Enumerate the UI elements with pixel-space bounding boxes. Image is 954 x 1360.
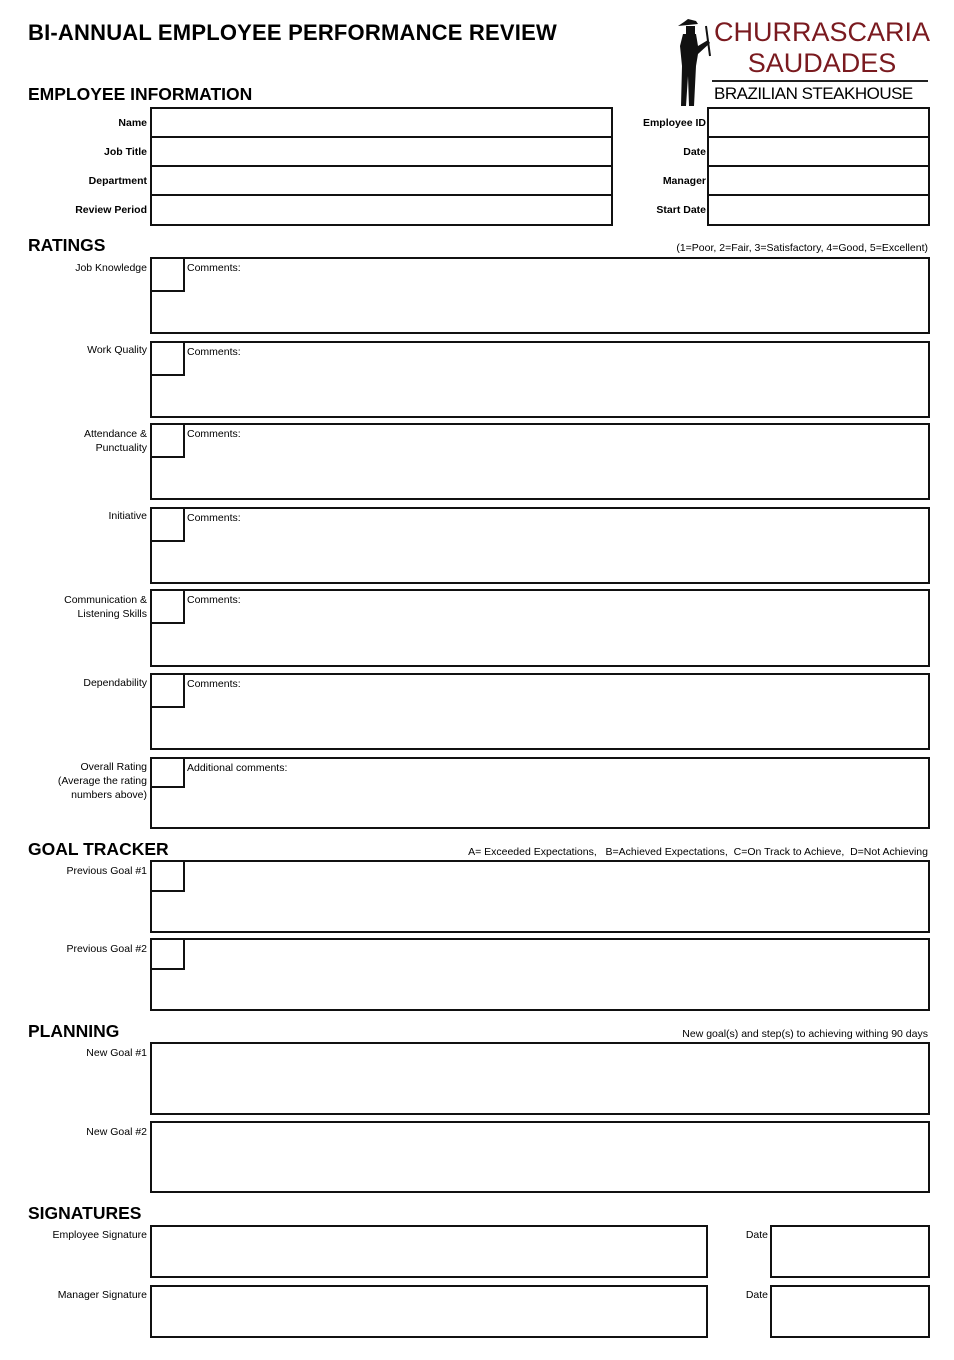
- rating-block-dependability: [150, 673, 930, 750]
- logo-line-2: SAUDADES: [747, 48, 897, 78]
- logo-line-3: BRAZILIAN STEAKHOUSE: [714, 84, 913, 103]
- new-goal-1-field[interactable]: [150, 1042, 930, 1115]
- gaucho-figure-icon: [676, 16, 714, 108]
- goal-block-previous-2: [150, 938, 930, 1011]
- rating-block-work-quality: [150, 341, 930, 418]
- rating-label-communication-listening: Communication & Listening Skills: [64, 594, 147, 620]
- goal-label-new-1: New Goal #1: [86, 1047, 147, 1059]
- goal-label-previous-2: Previous Goal #2: [66, 943, 147, 955]
- employee-signature-label: Employee Signature: [52, 1229, 147, 1241]
- new-goal-2-field[interactable]: [150, 1121, 930, 1193]
- rating-label-initiative: Initiative: [108, 510, 147, 522]
- comments-label: Comments:: [187, 346, 241, 358]
- rating-input[interactable]: [150, 257, 185, 292]
- rating-label-overall: Overall Rating (Average the rating numbers above): [57, 761, 147, 801]
- rating-block-attendance-punctuality: [150, 423, 930, 500]
- rating-input[interactable]: [150, 341, 185, 376]
- manager-signature-field[interactable]: [150, 1285, 708, 1338]
- goal-label-previous-1: Previous Goal #1: [66, 865, 147, 877]
- logo-divider: [712, 80, 928, 82]
- start-date-field[interactable]: [707, 194, 930, 226]
- manager-field[interactable]: [707, 165, 930, 196]
- rating-label-dependability: Dependability: [83, 677, 147, 689]
- section-heading-signatures: SIGNATURES: [28, 1203, 142, 1223]
- review-period-label: Review Period: [75, 204, 147, 216]
- date-label: Date: [683, 146, 706, 158]
- rating-block-job-knowledge: [150, 257, 930, 334]
- rating-input[interactable]: [150, 507, 185, 542]
- name-label: Name: [118, 117, 147, 129]
- date-field[interactable]: [707, 136, 930, 167]
- goal-label-new-2: New Goal #2: [86, 1126, 147, 1138]
- page-title: BI-ANNUAL EMPLOYEE PERFORMANCE REVIEW: [28, 20, 557, 45]
- manager-label: Manager: [662, 175, 706, 187]
- comments-label: Comments:: [187, 428, 241, 440]
- comments-label: Comments:: [187, 262, 241, 274]
- rating-input[interactable]: [150, 423, 185, 458]
- goal-tracker-legend: A= Exceeded Expectations, B=Achieved Expectations, C=On Track to Achieve, D=Not Achieving: [468, 846, 928, 858]
- logo-line-1: CHURRASCARIA: [713, 17, 931, 47]
- rating-block-overall: [150, 757, 930, 829]
- section-heading-planning: PLANNING: [28, 1021, 120, 1041]
- rating-input[interactable]: [150, 673, 185, 708]
- rating-label-work-quality: Work Quality: [87, 344, 147, 356]
- company-logo: [676, 14, 932, 106]
- department-label: Department: [88, 175, 147, 187]
- goal-block-previous-1: [150, 860, 930, 933]
- goal-grade-input[interactable]: [150, 938, 185, 970]
- employee-id-field[interactable]: [707, 107, 930, 138]
- rating-block-initiative: [150, 507, 930, 584]
- planning-note: New goal(s) and step(s) to achieving withing 90 days: [682, 1028, 928, 1040]
- name-field[interactable]: [150, 107, 613, 138]
- manager-signature-date-label: Date: [745, 1289, 768, 1301]
- comments-label: Comments:: [187, 594, 241, 606]
- comments-label: Comments:: [187, 512, 241, 524]
- rating-input[interactable]: [150, 589, 185, 624]
- employee-signature-date-field[interactable]: [770, 1225, 930, 1278]
- job-title-field[interactable]: [150, 136, 613, 167]
- comments-label: Comments:: [187, 678, 241, 690]
- rating-block-communication-listening: [150, 589, 930, 667]
- employee-signature-field[interactable]: [150, 1225, 708, 1278]
- manager-signature-date-field[interactable]: [770, 1285, 930, 1338]
- section-heading-goal-tracker: GOAL TRACKER: [28, 839, 169, 859]
- additional-comments-label: Additional comments:: [187, 762, 288, 774]
- job-title-label: Job Title: [104, 146, 147, 158]
- rating-label-attendance-punctuality: Attendance & Punctuality: [83, 428, 147, 454]
- department-field[interactable]: [150, 165, 613, 196]
- goal-grade-input[interactable]: [150, 860, 185, 892]
- section-heading-employee-information: EMPLOYEE INFORMATION: [28, 84, 253, 104]
- employee-id-label: Employee ID: [642, 117, 706, 129]
- start-date-label: Start Date: [656, 204, 706, 216]
- overall-rating-input[interactable]: [150, 757, 185, 788]
- rating-label-job-knowledge: Job Knowledge: [75, 262, 147, 274]
- review-period-field[interactable]: [150, 194, 613, 226]
- ratings-scale-legend: (1=Poor, 2=Fair, 3=Satisfactory, 4=Good, 5=Excellent): [676, 242, 928, 254]
- employee-signature-date-label: Date: [745, 1229, 768, 1241]
- section-heading-ratings: RATINGS: [28, 235, 106, 255]
- manager-signature-label: Manager Signature: [57, 1289, 147, 1301]
